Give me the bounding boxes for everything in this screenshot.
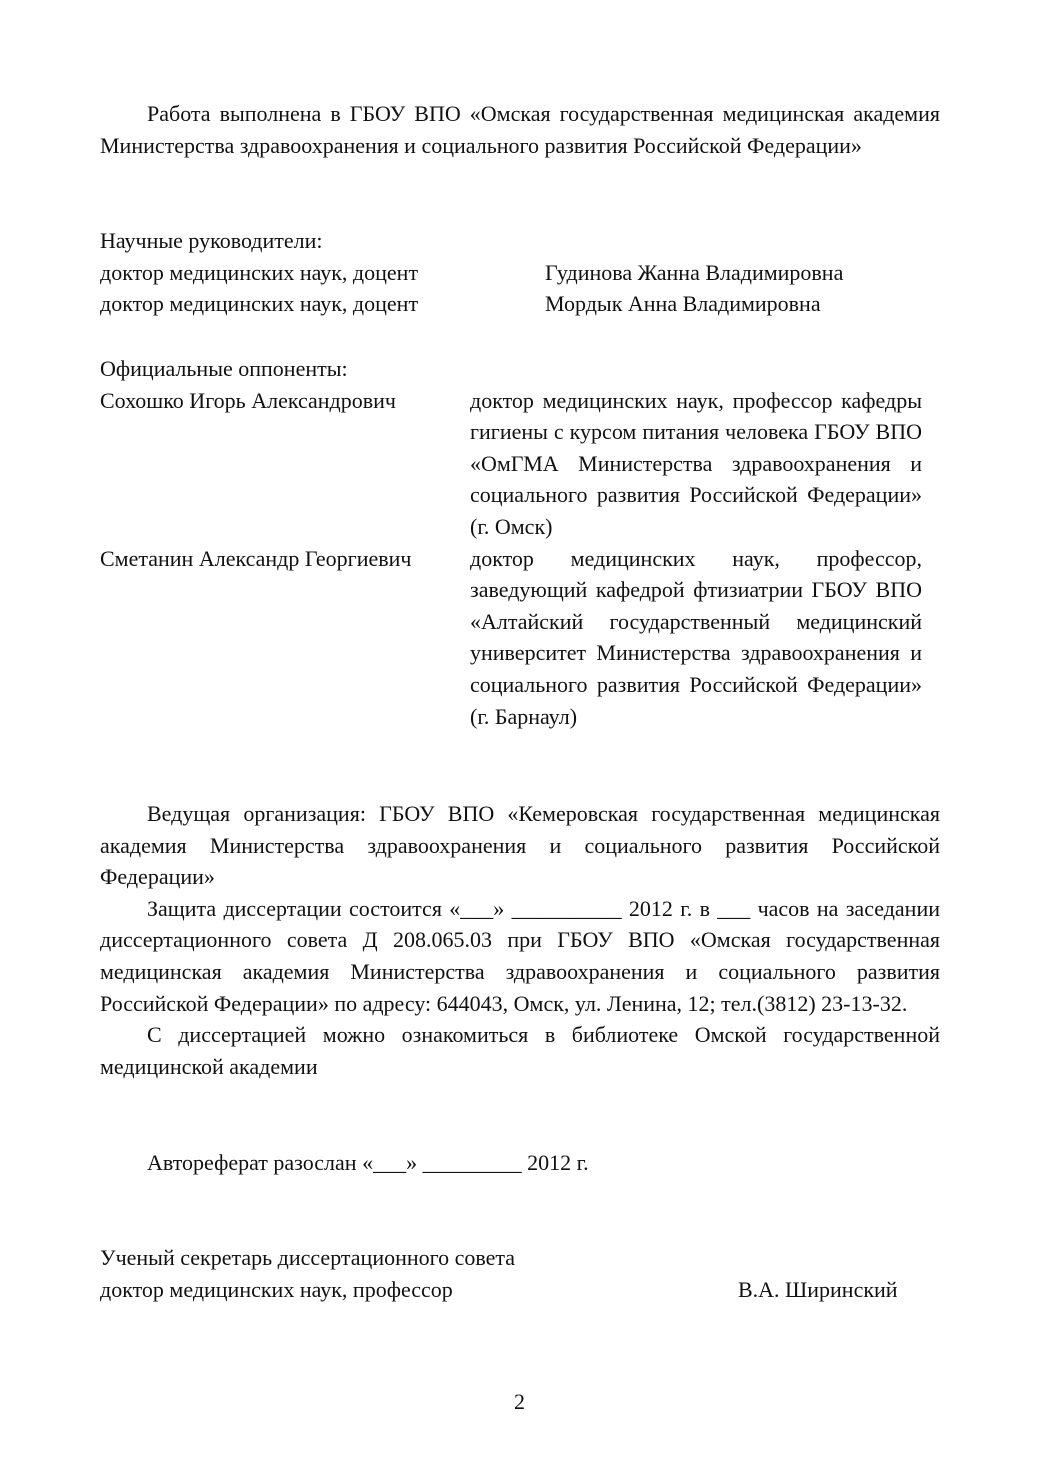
supervisor-row (100, 257, 940, 289)
secretary-position: Ученый секретарь диссертационного совета (100, 1245, 516, 1270)
opponents-heading: Официальные оппоненты: (100, 356, 348, 381)
mailing-line: Автореферат разослан «___» _________ 2012 г. (147, 1150, 589, 1175)
opponent-name: Сметанин Александр Георгиевич (100, 545, 412, 571)
opponent-description: доктор медицинских наук, профессор кафедры гигиены с курсом питания человека ГБОУ ВПО «ОмГМА Министерства здравоохранения и социального развития Российской Федерации» (г. Омск) (470, 387, 922, 539)
supervisors-section (100, 225, 940, 320)
opponents-section (100, 353, 940, 732)
opponent-entry (100, 543, 940, 733)
supervisors-heading: Научные руководители: (100, 228, 323, 253)
supervisor-row (100, 288, 940, 320)
library-paragraph: С диссертацией можно ознакомиться в библиотеке Омской государственной медицинской академии (100, 1022, 940, 1079)
supervisor-title: доктор медицинских наук, доцент (100, 259, 419, 285)
secretary-row (100, 1274, 940, 1306)
main-paragraphs (100, 798, 940, 1082)
defense-paragraph: Защита диссертации состоится «___» __________ 2012 г. в ___ часов на заседании диссертационного совета Д 208.065.03 при ГБОУ ВПО «Омская государственная медицинская академия Министерства здравоохранения и социального развития Российской Федерации» по адресу: 644043, Омск, ул. Ленина, 12; тел.(3812) 23-13-32. (100, 895, 940, 1016)
secretary-name: В.А. Ширинский (738, 1276, 898, 1302)
opponent-entry (100, 385, 940, 543)
secretary-signature (100, 1242, 940, 1305)
supervisor-name: Гудинова Жанна Владимировна (545, 259, 844, 285)
secretary-degree: доктор медицинских наук, профессор (100, 1276, 453, 1302)
opponent-description: доктор медицинских наук, профессор, заведующий кафедрой фтизиатрии ГБОУ ВПО «Алтайский государственный медицинский университет Министерства здравоохранения и социального развития Российской Федерации» (г. Барнаул) (470, 545, 922, 729)
intro-paragraph: Работа выполнена в ГБОУ ВПО «Омская государственная медицинская академия Министерства здравоохранения и социального развития Российской Федерации» (100, 101, 940, 158)
opponent-name: Сохошко Игорь Александрович (100, 387, 396, 413)
supervisor-name: Мордык Анна Владимировна (545, 291, 821, 317)
leading-organization-paragraph: Ведущая организация: ГБОУ ВПО «Кемеровская государственная медицинская академия Министерства здравоохранения и социального развития Российской Федерации» (100, 801, 940, 890)
page-number: 2 (514, 1389, 525, 1414)
supervisor-title: доктор медицинских наук, доцент (100, 291, 419, 317)
